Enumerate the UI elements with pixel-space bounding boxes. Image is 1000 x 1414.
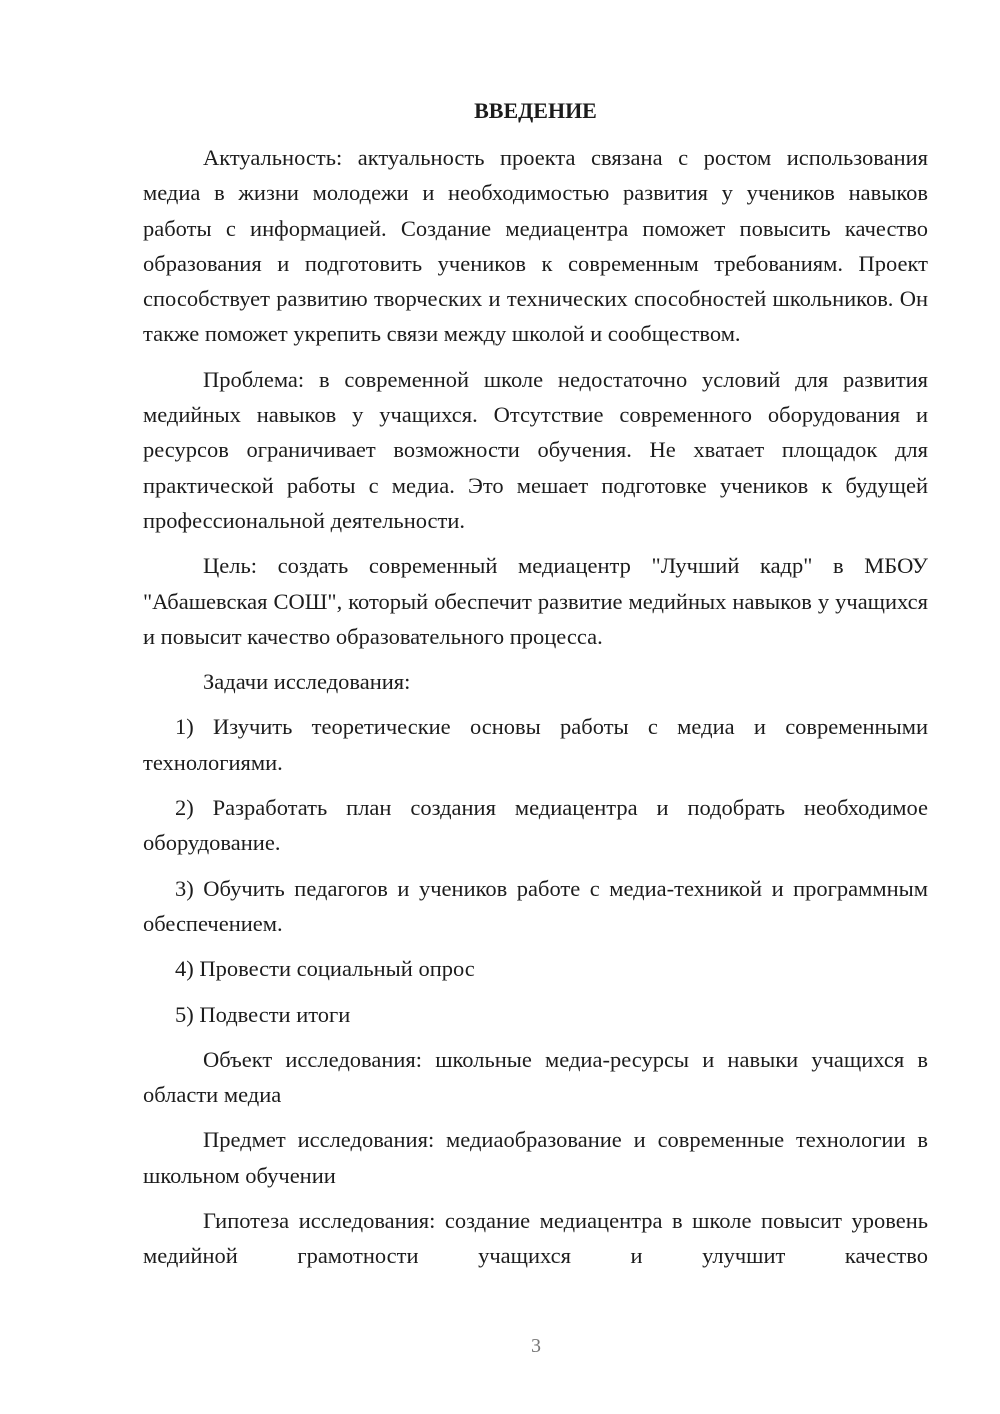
task-item-3: 3) Обучить педагогов и учеников работе с медиа-техникой и программным обеспечением. <box>143 875 928 936</box>
paragraph-relevance: Актуальность: актуальность проекта связана с ростом использования медиа в жизни молодежи и необходимостью развития у учеников навыков работы с информацией. Создание медиацентра поможет повысить качество образования и подготовить учеников к современным требованиям. Проект способствует развитию творческих и технических способностей школьников. Он также поможет укрепить связи между школой и сообществом. <box>143 145 928 347</box>
paragraph-tasks-heading: Задачи исследования: <box>203 669 411 695</box>
task-item-1: 1) Изучить теоретические основы работы с медиа и современными технологиями. <box>143 714 928 775</box>
paragraph-hypothesis: Гипотеза исследования: создание медиацентра в школе повысит уровень медийной грамотности учащихся и улучшит качество <box>143 1208 928 1269</box>
paragraph-subject: Предмет исследования: медиаобразование и современные технологии в школьном обучении <box>143 1127 928 1188</box>
paragraph-problem: Проблема: в современной школе недостаточно условий для развития медийных навыков у учащихся. Отсутствие современного оборудования и ресурсов ограничивает возможности обучения. Не хватает площадок для практической работы с медиа. Это мешает подготовке учеников к будущей профессиональной деятельности. <box>143 366 928 533</box>
page-number: 3 <box>531 1335 541 1357</box>
paragraph-goal: Цель: создать современный медиацентр "Лучший кадр" в МБОУ "Абашевская СОШ", который обеспечит развитие медийных навыков у учащихся и повысит качество образовательного процесса. <box>143 553 928 649</box>
document-body <box>143 96 928 1274</box>
task-item-4: 4) Провести социальный опрос <box>175 956 475 982</box>
section-title: ВВЕДЕНИЕ <box>474 98 597 123</box>
task-item-2: 2) Разработать план создания медиацентра и подобрать необходимое оборудование. <box>143 795 928 856</box>
paragraph-object: Объект исследования: школьные медиа-ресурсы и навыки учащихся в области медиа <box>143 1046 928 1108</box>
task-item-5: 5) Подвести итоги <box>175 1001 351 1027</box>
